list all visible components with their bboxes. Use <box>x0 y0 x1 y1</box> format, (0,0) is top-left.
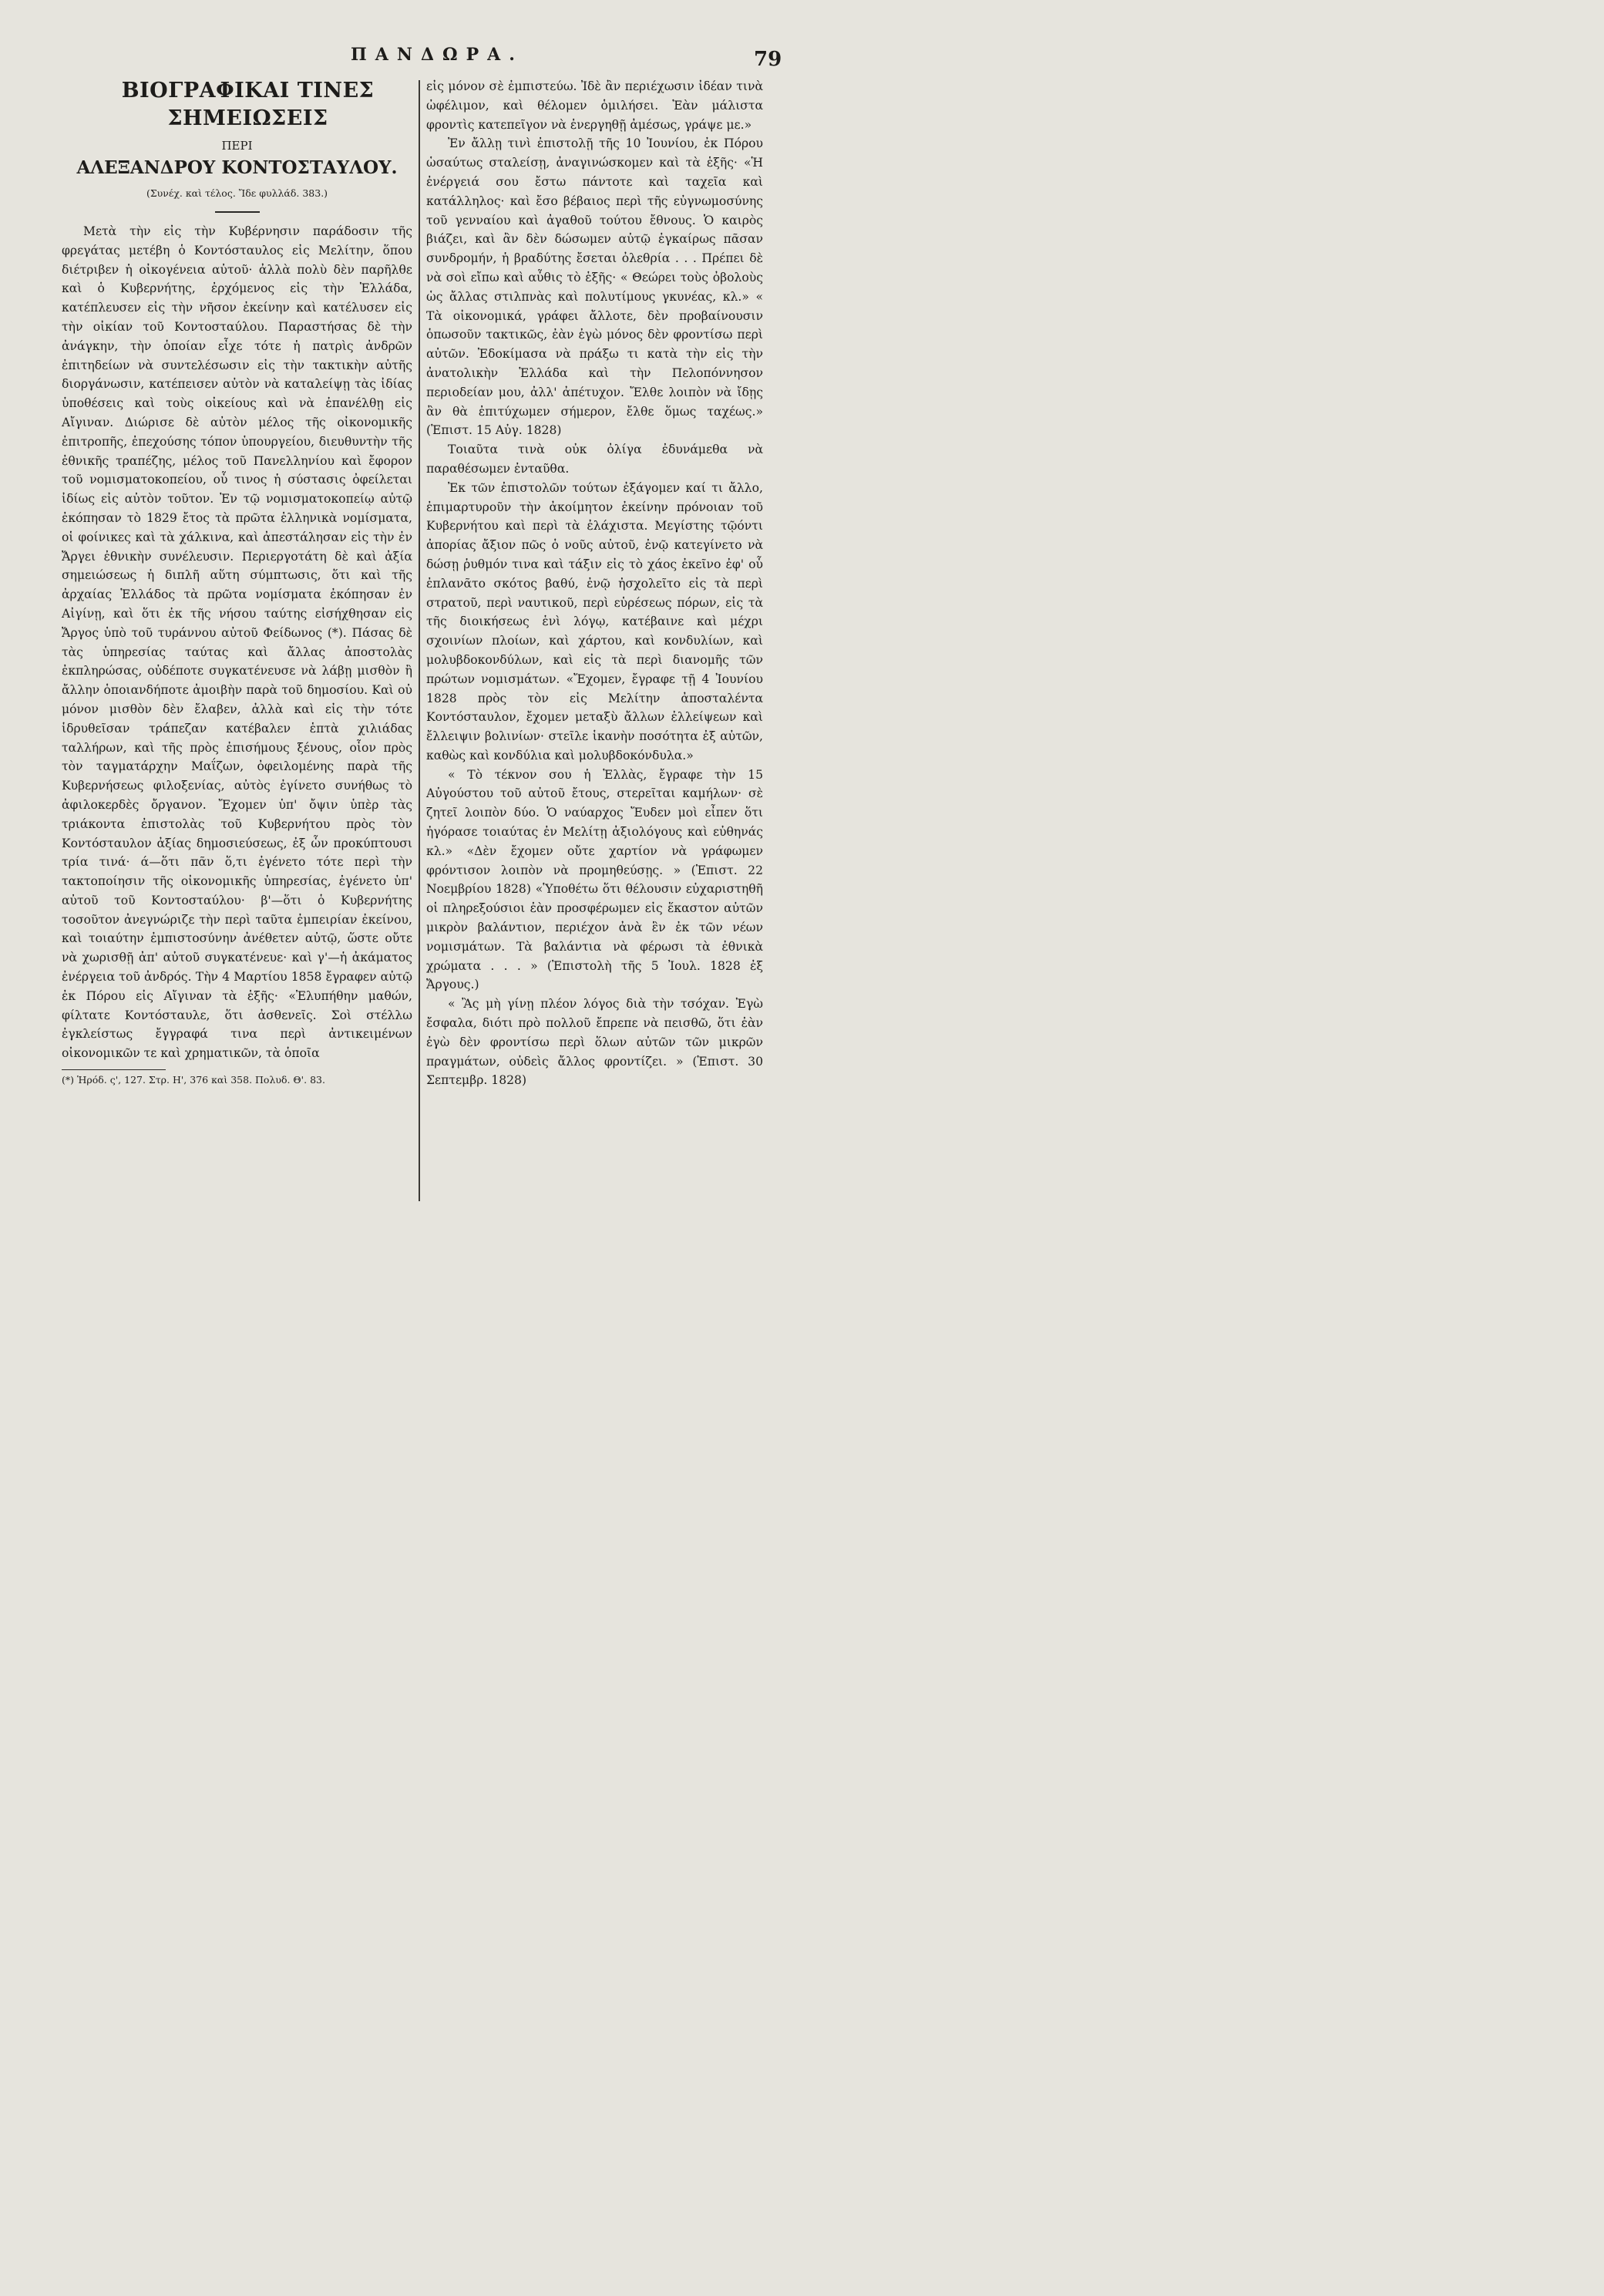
body-paragraph: « Ἂς μὴ γίνῃ πλέον λόγος διὰ τὴν τσόχαν. Ἐγὼ ἔσφαλα, διότι πρὸ πολλοῦ ἔπρεπε νὰ πεισθῶ, ὅτι ἐὰν ἐγὼ δὲν φροντίσω περὶ ὅλων αὐτῶν τῶν μικρῶν πραγμάτων, οὐδεὶς ἄλλος φροντίζει. » (Ἐπιστ. 30 Σεπτεμβρ. 1828) <box>426 997 763 1088</box>
body-paragraph: « Τὸ τέκνον σου ἡ Ἑλλὰς, ἔγραφε τὴν 15 Αὐγούστου τοῦ αὐτοῦ ἔτους, στερεῖται καμήλων· σὲ ζητεῖ λοιπὸν δύο. Ὁ ναύαρχος Ἔυδεν μοὶ εἶπεν ὅτι ἠγόρασε τοιαύτας ἐν Μελίτῃ ἀξιολόγους καὶ εὐθηνάς κλ.» «Δὲν ἔχομεν οὔτε χαρτίον νὰ γράφωμεν φρόντισον λοιπὸν νὰ προμηθεύσῃς. » (Ἐπιστ. 22 Νοεμβρίου 1828) «Ὑποθέτω ὅτι θέλουσιν εὐχαριστηθῆ οἱ πληρεξούσιοι ἐὰν προσφέρωμεν εἰς ἕκαστον αὐτῶν μικρὸν βαλάντιον, περιέχον ἀνὰ ἓν ἐκ τῶν νέων νομισμάτων. Τὰ βαλάντια νὰ φέρωσι τὰ ἐθνικὰ χρώματα . . . » (Ἐπιστολὴ τῆς 5 Ἰουλ. 1828 ἐξ Ἄργους.) <box>426 767 763 992</box>
body-paragraph: Ἐν ἄλλῃ τινὶ ἐπιστολῇ τῆς 10 Ἰουνίου, ἐκ Πόρου ὡσαύτως σταλείσῃ, ἀναγινώσκομεν καὶ τὰ ἑξῆς· «Ἡ ἐνέργειά σου ἔστω πάντοτε καὶ ταχεῖα καὶ κατάλληλος· καὶ ἔσο βέβαιος περὶ τῆς εὐγνωμοσύνης τοῦ γενναίου καὶ ἀγαθοῦ τούτου ἔθνους. Ὁ καιρὸς βιάζει, καὶ ἂν δὲν δώσωμεν αὐτῷ ἐγκαίρως πᾶσαν συνδρομήν, ἡ βραδύτης ἔσεται ὀλεθρία . . . Πρέπει δὲ νὰ σοὶ εἴπω καὶ αὖθις τὸ ἑξῆς· « Θεώρει τοὺς ὀβολοὺς ὡς ἄλλας στιλπνὰς καὶ πολυτίμους γκυνέας, κλ.» « Τὰ οἰκονομικά, γράφει ἄλλοτε, δὲν προβαίνουσιν ὁπωσοῦν τακτικῶς, ἐὰν ἐγὼ μόνος δὲν φροντίσω περὶ αὐτῶν. Ἐδοκίμασα νὰ πράξω τι κατὰ τὴν εἰς τὴν ἀνατολικὴν Ἑλλάδα καὶ τὴν Πελοπόννησον περιοδείαν μου, ἀλλ' ἀπέτυχον. Ἔλθε λοιπὸν νὰ ἴδῃς ἂν θὰ ἐπιτύχωμεν σήμερον, ἔλθε ὅμως ταχέως.» (Ἐπιστ. 15 Αὐγ. 1828) <box>426 136 763 438</box>
running-title: ΠΑΝΔΩΡΑ. <box>351 45 523 65</box>
page-number: 79 <box>754 48 782 71</box>
continuation-note: (Συνέχ. καὶ τέλος. Ἴδε φυλλάδ. 383.) <box>146 187 328 199</box>
footnote: (*) Ἡρόδ. ς', 127. Στρ. Η', 376 καὶ 358. Πολυδ. Θ'. 83. <box>62 1074 325 1086</box>
article-peri: ΠΕΡΙ <box>221 139 253 153</box>
footnote-divider <box>62 1069 166 1070</box>
article-title: ΒΙΟΓΡΑΦΙΚΑΙ ΤΙΝΕΣ ΣΗΜΕΙΩΣΕΙΣ <box>121 79 375 130</box>
title-divider <box>215 211 260 213</box>
article-subject: ΑΛΕΞΑΝΔΡΟΥ ΚΟΝΤΟΣΤΑΥΛΟΥ. <box>76 157 398 178</box>
body-paragraph: Μετὰ τὴν εἰς τὴν Κυβέρνησιν παράδοσιν τῆς φρεγάτας μετέβη ὁ Κοντόσταυλος εἰς Μελίτην, ὅπου διέτριβεν ἡ οἰκογένεια αὐτοῦ· ἀλλὰ πολὺ δὲν παρῆλθε καὶ ὁ Κυβερνήτης, ἐρχόμενος εἰς τὴν Ἑλλάδα, κατέπλευσεν εἰς τὴν νῆσον ἐκείνην καὶ κατέλυσεν εἰς τὴν οἰκίαν τοῦ Κοντοσταύλου. Παραστήσας δὲ τὴν ἀνάγκην, τὴν ὁποίαν εἶχε τότε ἡ πατρὶς ἀνδρῶν ἐπιτηδείων νὰ συντελέσωσιν εἰς τὴν τακτικὴν αὐτῆς διοργάνωσιν, κατέπεισεν αὐτὸν νὰ καταλείψῃ τὰς ἰδίας ὑποθέσεις καὶ τοὺς οἰκείους καὶ νὰ ἐπανέλθῃ εἰς Αἴγιναν. Διώρισε δὲ αὐτὸν μέλος τῆς οἰκονομικῆς ἐπιτροπῆς, ἐπεχούσης τόπον ὑπουργείου, διευθυντὴν τῆς ἐθνικῆς τραπέζης, μέλος τοῦ Πανελληνίου καὶ ἔφορον τοῦ νομισματοκοπείου, οὗ τινος ἡ σύστασις ὀφείλεται ἰδίως εἰς αὐτὸν τοῦτον. Ἐν τῷ νομισματοκοπείῳ αὐτῷ ἐκόπησαν τὸ 1829 ἔτος τὰ πρῶτα ἑλληνικὰ νομίσματα, οἱ φοίνικες καὶ τὰ χάλκινα, καὶ ἀπεστάλησαν εἰς τὴν ἐν Ἄργει ἐθνικὴν συνέλευσιν. Περιεργοτάτη δὲ καὶ ἀξία σημειώσεως ἡ διπλῆ αὕτη σύμπτωσις, ὅτι καὶ τῆς ἀρχαίας Ἑλλάδος τὰ πρῶτα νομίσματα ἐκόπησαν ἐν Αἰγίνῃ, καὶ ὅτι ἐκ τῆς νήσου ταύτης εἰσήχθησαν εἰς Ἄργος ὑπὸ τοῦ τυράννου αὐτοῦ Φείδωνος (*). Πάσας δὲ τὰς ὑπηρεσίας ταύτας καὶ ἄλλας ἀποστολὰς ἐκπληρώσας, οὐδέποτε συγκατένευσε νὰ λάβῃ μισθὸν ἢ ἄλλην ὁποιανδήποτε ἀμοιβὴν παρὰ τοῦ δημοσίου. Καὶ οὐ μόνον μισθὸν δὲν ἔλαβεν, ἀλλὰ καὶ εἰς τὴν τότε ἱδρυθεῖσαν τράπεζαν κατέβαλεν ἑπτὰ χιλιάδας ταλλήρων, καὶ τῆς πρὸς ἐπισήμους ξένους, οἷον πρὸς τὸν ταγματάρχην Μαΐζων, ὀφειλομένης παρὰ τῆς Κυβερνήσεως φιλοξενίας, αὐτὸς ἐγίνετο συνήθως τὸ ἀφιλοκερδὲς ὄργανον. Ἔχομεν ὑπ' ὄψιν ὑπὲρ τὰς τριάκοντα ἐπιστολὰς τοῦ Κυβερνήτου πρὸς τὸν Κοντόσταυλον ἀξίας δημοσιεύσεως, ἐξ ὧν προκύπτουσι τρία τινά· ά—ὅτι πᾶν ὅ,τι ἐγένετο τότε περὶ τὴν τακτοποίησιν τῆς οἰκονομικῆς ὑπηρεσίας, ἐγένετο ὑπ' αὐτοῦ τοῦ Κοντοσταύλου· β'—ὅτι ὁ Κυβερνήτης τοσοῦτον ἀνεγνώριζε τὴν περὶ ταῦτα ἐμπειρίαν ἐκείνου, καὶ τοιαύτην ἐμπιστοσύνην ἀνέθετεν αὐτῷ, ὥστε οὔτε νὰ χωρισθῇ ἀπ' αὐτοῦ συγκατένευε· καὶ γ'—ἡ ἀκάματος ἐνέργεια τοῦ ἀνδρός. Τὴν 4 Μαρτίου 1858 ἔγραφεν αὐτῷ ἐκ Πόρου εἰς Αἴγιναν τὰ ἑξῆς· «Ἐλυπήθην μαθών, φίλτατε Κοντόσταυλε, ὅτι ἀσθενεῖς. Σοὶ στέλλω ἐγκλείστως ἔγγραφά τινα περὶ ἀντικειμένων οἰκονομικῶν τε καὶ χρηματικῶν, τὰ ὁποῖα <box>62 224 412 1061</box>
body-paragraph: Ἐκ τῶν ἐπιστολῶν τούτων ἐξάγομεν καί τι ἄλλο, ἐπιμαρτυροῦν τὴν ἀκοίμητον ἐκείνην πρόνοιαν τοῦ Κυβερνήτου καὶ περὶ τὰ ἐλάχιστα. Μεγίστης τῷόντι ἀπορίας ἄξιον πῶς ὁ νοῦς αὐτοῦ, ἐνῷ κατεγίνετο νὰ δώσῃ ῥυθμόν τινα καὶ τάξιν εἰς τὸ χάος ἐκεῖνο ἐφ' οὗ ἐπλανᾶτο σκότος βαθύ, ἐνῷ ἠσχολεῖτο εἰς τὰ περὶ στρατοῦ, περὶ ναυτικοῦ, περὶ εὑρέσεως πόρων, εἰς τὰ τῆς διοικήσεως ἑνὶ λόγῳ, κατέβαινε καὶ μέχρι σχοινίων πλοίων, καὶ χάρτου, καὶ κονδυλίων, καὶ μολυβδοκονδύλων, καὶ εἰς τὰ περὶ διανομῆς τῶν πρώτων νομισμάτων. «Ἔχομεν, ἔγραφε τῇ 4 Ἰουνίου 1828 πρὸς τὸν εἰς Μελίτην ἀποσταλέντα Κοντόσταυλον, ἔχομεν μεταξὺ ἄλλων ἐλλείψεων καὶ ἔλλειψιν βολινίων· στεῖλε ἱκανὴν ποσότητα ἐξ αὐτῶν, καθὼς καὶ κονδύλια καὶ μολυβδοκόνδυλα.» <box>426 480 763 763</box>
right-column <box>426 77 763 1090</box>
newspaper-page <box>0 0 845 1209</box>
left-column <box>62 77 412 1089</box>
body-paragraph: Τοιαῦτα τινὰ οὐκ ὀλίγα ἐδυνάμεθα νὰ παραθέσωμεν ἐνταῦθα. <box>426 443 763 476</box>
column-divider <box>419 80 420 1201</box>
body-paragraph: εἰς μόνον σὲ ἐμπιστεύω. Ἰδὲ ἂν περιέχωσιν ἰδέαν τινὰ ὠφέλιμον, καὶ θέλομεν ὁμιλήσει. Ἐὰν μάλιστα φροντὶς κατεπεῖγον νὰ ἐνεργηθῇ ἀμέσως, γράψε με.» <box>426 79 763 132</box>
